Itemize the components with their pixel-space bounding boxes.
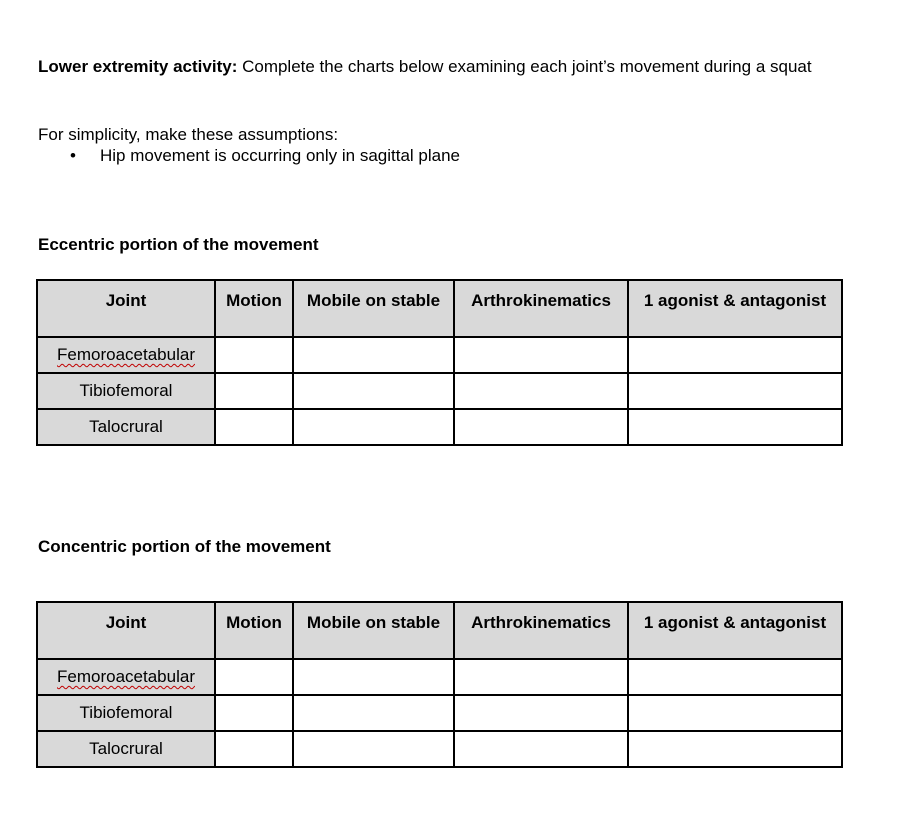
arthrokinematics-cell[interactable]	[454, 659, 628, 695]
mobile-on-stable-cell[interactable]	[293, 695, 454, 731]
assumptions-title: For simplicity, make these assumptions:	[38, 125, 339, 144]
header-motion: Motion	[215, 602, 293, 659]
header-agonist-antagonist: 1 agonist & antagonist	[628, 280, 842, 337]
mobile-on-stable-cell[interactable]	[293, 659, 454, 695]
header-joint: Joint	[37, 602, 215, 659]
header-joint: Joint	[37, 280, 215, 337]
agonist-antagonist-cell[interactable]	[628, 731, 842, 767]
motion-cell[interactable]	[215, 373, 293, 409]
assumption-text: Hip movement is occurring only in sagittal plane	[100, 146, 461, 165]
mobile-on-stable-cell[interactable]	[293, 731, 454, 767]
arthrokinematics-cell[interactable]	[454, 373, 628, 409]
arthrokinematics-cell[interactable]	[454, 337, 628, 373]
joint-cell	[37, 409, 215, 445]
header-arthrokinematics: Arthrokinematics	[454, 602, 628, 659]
header-mobile-on-stable: Mobile on stable	[293, 602, 454, 659]
table-row	[37, 695, 842, 731]
mobile-on-stable-cell[interactable]	[293, 409, 454, 445]
joint-cell	[37, 695, 215, 731]
table-row	[37, 373, 842, 409]
table-row	[37, 659, 842, 695]
joint-name-tibiofemoral: Tibiofemoral	[79, 703, 173, 722]
header-mobile-on-stable: Mobile on stable	[293, 280, 454, 337]
concentric-table	[36, 601, 843, 768]
activity-label: Lower extremity activity:	[38, 57, 238, 76]
joint-name-femoroacetabular: Femoroacetabular	[57, 667, 195, 686]
table-row	[37, 731, 842, 767]
agonist-antagonist-cell[interactable]	[628, 409, 842, 445]
joint-name-tibiofemoral: Tibiofemoral	[79, 381, 173, 400]
agonist-antagonist-cell[interactable]	[628, 337, 842, 373]
eccentric-section-title: Eccentric portion of the movement	[38, 235, 319, 254]
motion-cell[interactable]	[215, 731, 293, 767]
header-arthrokinematics: Arthrokinematics	[454, 280, 628, 337]
bullet-icon: •	[70, 146, 76, 165]
joint-cell	[37, 337, 215, 373]
motion-cell[interactable]	[215, 695, 293, 731]
motion-cell[interactable]	[215, 409, 293, 445]
header-motion: Motion	[215, 280, 293, 337]
joint-cell	[37, 373, 215, 409]
table-header-row	[37, 602, 842, 659]
joint-name-talocrural: Talocrural	[89, 417, 163, 436]
activity-intro	[38, 56, 858, 78]
header-agonist-antagonist: 1 agonist & antagonist	[628, 602, 842, 659]
arthrokinematics-cell[interactable]	[454, 409, 628, 445]
table-row	[37, 337, 842, 373]
agonist-antagonist-cell[interactable]	[628, 373, 842, 409]
motion-cell[interactable]	[215, 337, 293, 373]
mobile-on-stable-cell[interactable]	[293, 373, 454, 409]
mobile-on-stable-cell[interactable]	[293, 337, 454, 373]
eccentric-table	[36, 279, 843, 446]
joint-cell	[37, 659, 215, 695]
arthrokinematics-cell[interactable]	[454, 731, 628, 767]
arthrokinematics-cell[interactable]	[454, 695, 628, 731]
joint-name-talocrural: Talocrural	[89, 739, 163, 758]
table-header-row	[37, 280, 842, 337]
motion-cell[interactable]	[215, 659, 293, 695]
activity-instructions: Complete the charts below examining each joint’s movement during a squat	[237, 57, 812, 76]
agonist-antagonist-cell[interactable]	[628, 695, 842, 731]
assumption-item	[70, 145, 460, 167]
concentric-section-title: Concentric portion of the movement	[38, 537, 331, 556]
joint-name-femoroacetabular: Femoroacetabular	[57, 345, 195, 364]
agonist-antagonist-cell[interactable]	[628, 659, 842, 695]
joint-cell	[37, 731, 215, 767]
table-row	[37, 409, 842, 445]
